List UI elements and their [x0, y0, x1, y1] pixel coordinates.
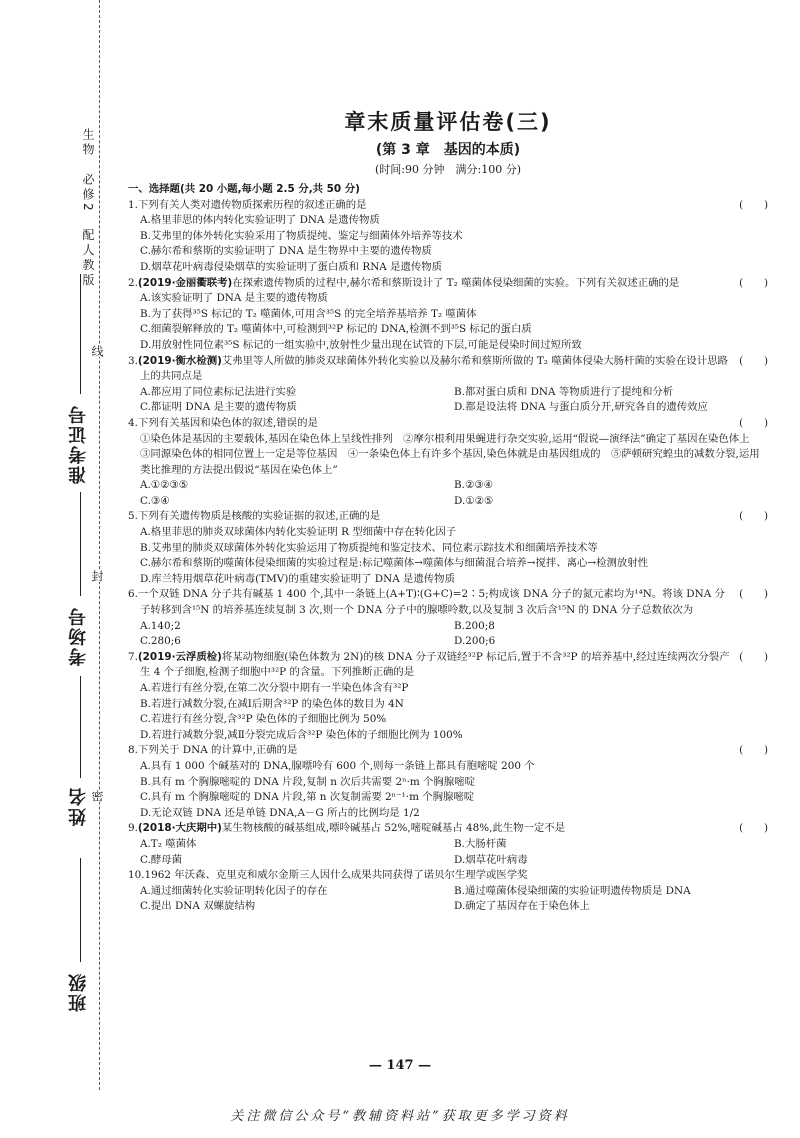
option-D: D.用放射性同位素³⁵S 标记的一组实验中,放射性少量出现在试管的下层,可能是侵染时间过短所致 — [140, 338, 582, 351]
answer-blank: ( ) — [739, 276, 768, 289]
question-number: 2. — [128, 276, 138, 289]
option-A: A.若进行有丝分裂,在第二次分裂中期有一半染色体含有³²P — [140, 682, 409, 694]
name-label: 姓名 — [68, 786, 89, 826]
question-text — [128, 868, 732, 884]
question-6 — [128, 587, 768, 649]
option-B: B.大肠杆菌 — [454, 837, 507, 850]
option-A: A.具有 1 000 个碱基对的 DNA,腺嘌呤有 600 个,则每一条链上都具有胞嘧啶 200 个 — [140, 759, 535, 772]
question-stem-text: 某生物核酸的碱基组成,嘌呤碱基占 52%,嘧啶碱基占 48%,此生物一定不是 — [221, 822, 566, 835]
option-B: B.具有 m 个胸腺嘧啶的 DNA 片段,复制 n 次后共需要 2ⁿ·m 个胸腺嘧啶 — [140, 775, 475, 788]
question-8 — [128, 743, 768, 821]
answer-blank: ( ) — [739, 354, 768, 367]
answer-blank: ( ) — [739, 650, 768, 663]
room-number-line — [80, 492, 81, 596]
question-stem — [128, 587, 768, 618]
option-B: B.②③④ — [454, 479, 493, 492]
question-text — [128, 821, 732, 837]
option-A: A.①②③⑤ — [140, 479, 189, 492]
option-list — [128, 478, 768, 509]
question-7 — [128, 650, 768, 744]
option-D: D.烟草花叶病毒侵染烟草的实验证明了蛋白质和 RNA 是遗传物质 — [140, 260, 443, 273]
answer-blank: ( ) — [739, 198, 768, 211]
option-D: D.确定了基因存在于染色体上 — [454, 900, 590, 913]
answer-blank: ( ) — [739, 510, 768, 523]
option-B: B.通过噬菌体侵染细菌的实验证明遗传物质是 DNA — [454, 884, 691, 897]
option-B: B.艾弗里的体外转化实验采用了物质提纯、鉴定与细菌体外培养等技术 — [140, 229, 463, 242]
option-list — [128, 213, 768, 275]
cut-mark-secret: 密 — [90, 790, 104, 802]
exam-meta: (时间:90 分钟 满分:100 分) — [375, 163, 521, 176]
question-stem — [128, 743, 768, 759]
option-list — [128, 385, 768, 416]
option-A: A.格里菲思的体内转化实验证明了 DNA 是遗传物质 — [140, 214, 380, 227]
question-stem-text: 4.下列有关基因和染色体的叙述,错误的是 — [128, 416, 318, 429]
question-stem-text: 6.一个双链 DNA 分子共有碱基 1 400 个,其中一条链上(A+T)∶(G+C)=2∶5;构成该 DNA 分子的氮元素均为¹⁴N。将该 DNA 分子转移到含¹⁵N 的培养基连续复制 3 次,则一个 DNA 分子中的腺嘌呤数,以及复制 3 次后含¹⁵N 的 DNA 分子总数依次为 — [128, 588, 725, 617]
answer-blank: ( ) — [739, 588, 768, 601]
answer-blank: ( ) — [739, 744, 768, 757]
question-number: 3. — [128, 354, 138, 367]
question-list — [128, 198, 768, 915]
option-list — [128, 525, 768, 587]
option-A: A.140;2 — [140, 619, 181, 632]
question-source-tag: (2019·金丽衢联考) — [137, 276, 233, 289]
question-10 — [128, 868, 768, 915]
question-stem — [128, 198, 768, 214]
option-D: D.都是设法将 DNA 与蛋白质分开,研究各自的遗传效应 — [454, 401, 708, 414]
question-number: 9. — [128, 822, 138, 835]
question-9 — [128, 821, 768, 868]
question-stem — [128, 416, 768, 432]
option-B: B.为了获得³⁵S 标记的 T₂ 噬菌体,可用含³⁵S 的完全培养基培养 T₂ 噬菌体 — [140, 307, 477, 320]
option-list — [128, 884, 768, 915]
question-text — [128, 743, 732, 759]
option-A: A.都应用了同位素标记法进行实验 — [140, 385, 297, 398]
cut-line — [99, 0, 100, 1090]
question-stem — [128, 354, 768, 385]
question-text — [128, 276, 732, 292]
question-2 — [128, 276, 768, 354]
question-text — [128, 198, 732, 214]
cut-mark-line: 线 — [90, 345, 104, 357]
question-text — [128, 416, 732, 432]
answer-blank: ( ) — [739, 416, 768, 429]
question-source-tag: (2018·大庆期中) — [137, 822, 222, 835]
option-D: D.无论双链 DNA 还是单链 DNA,A－G 所占的比例均是 1/2 — [140, 806, 420, 819]
question-source-tag: (2019·云浮质检) — [137, 650, 222, 663]
binding-margin — [0, 0, 112, 1090]
option-A: A.通过细菌转化实验证明转化因子的存在 — [140, 884, 328, 897]
name-line — [80, 676, 81, 778]
question-stem-text: 将某动物细胞(染色体数为 2N)的核 DNA 分子双链经³²P 标记后,置于不含³²P 的培养基中,经过连续两次分裂产生 4 个子细胞,检测子细胞中³²P 的含量。下列推断正确的是 — [140, 650, 730, 679]
option-list — [128, 759, 768, 821]
option-A: A.格里菲思的肺炎双球菌体内转化实验证明 R 型细菌中存在转化因子 — [140, 526, 457, 539]
option-A: A.该实验证明了 DNA 是主要的遗传物质 — [140, 292, 328, 305]
option-C: C.③④ — [140, 494, 170, 507]
question-4 — [128, 416, 768, 510]
exam-content — [128, 108, 768, 915]
page-number: — 147 — — [368, 1058, 432, 1073]
question-stem-text: 1.下列有关人类对遗传物质探索历程的叙述正确的是 — [128, 198, 367, 211]
option-C: C.提出 DNA 双螺旋结构 — [140, 900, 256, 913]
question-text — [128, 354, 732, 385]
question-5 — [128, 509, 768, 587]
question-stem — [128, 650, 768, 681]
page-title: 章末质量评估卷(三) — [344, 110, 552, 134]
subject-label: 生物 必修2 配人教版 — [81, 128, 95, 289]
option-D: D.若进行减数分裂,减Ⅱ分裂完成后含³²P 染色体的子细胞比例为 100% — [140, 728, 463, 741]
question-source-tag: (2019·衡水检测) — [137, 354, 222, 367]
option-D: D.①②⑤ — [454, 494, 494, 507]
room-number-label: 考场号 — [68, 606, 89, 666]
option-B: B.艾弗里的肺炎双球菌体外转化实验运用了物质提纯和鉴定技术、同位素示踪技术和细菌培养技术等 — [140, 541, 598, 554]
question-text — [128, 587, 732, 618]
option-C: C.280;6 — [140, 635, 181, 648]
question-text — [128, 509, 732, 525]
question-text — [128, 650, 732, 681]
question-stem-text: 8.下列关于 DNA 的计算中,正确的是 — [128, 744, 298, 757]
answer-blank: ( ) — [739, 822, 768, 835]
question-1 — [128, 198, 768, 276]
option-B: B.都对蛋白质和 DNA 等物质进行了提纯和分析 — [454, 385, 674, 398]
question-3 — [128, 354, 768, 416]
option-C: C.细菌裂解释放的 T₂ 噬菌体中,可检测到³²P 标记的 DNA,检测不到³⁵S 标记的蛋白质 — [140, 323, 532, 336]
question-stem-text: 5.下列有关遗传物质是核酸的实验证据的叙述,正确的是 — [128, 510, 381, 523]
footer-note: 关注微信公众号“教辅资料站”获取更多学习资料 — [230, 1109, 570, 1124]
section-heading: 一、选择题(共 20 小题,每小题 2.5 分,共 50 分) — [128, 183, 360, 195]
option-list — [128, 619, 768, 650]
question-stem — [128, 868, 768, 884]
option-C: C.都证明 DNA 是主要的遗传物质 — [140, 401, 297, 414]
cut-mark-seal: 封 — [90, 570, 104, 582]
page-subtitle: (第 3 章 基因的本质) — [375, 142, 521, 158]
exam-id-line — [80, 274, 81, 394]
exam-id-label: 准考证号 — [68, 404, 89, 484]
option-list — [128, 291, 768, 353]
question-stem-text: 在探索遗传物质的过程中,赫尔希和蔡斯设计了 T₂ 噬菌体侵染细菌的实验。下列有关叙述正确的是 — [232, 276, 680, 289]
question-stem — [128, 276, 768, 292]
class-label: 班级 — [68, 972, 89, 1012]
option-C: C.具有 m 个胸腺嘧啶的 DNA 片段,第 n 次复制需要 2ⁿ⁻¹·m 个胸腺嘧啶 — [140, 791, 475, 804]
question-number: 7. — [128, 650, 138, 663]
question-stem — [128, 509, 768, 525]
question-stem-text: 艾弗里等人所做的肺炎双球菌体外转化实验以及赫尔希和蔡斯所做的 T₂ 噬菌体侵染大肠杆菌的实验在设计思路上的共同点是 — [140, 354, 728, 383]
option-C: C.若进行有丝分裂,含³²P 染色体的子细胞比例为 50% — [140, 713, 387, 726]
option-C: C.酵母菌 — [140, 853, 183, 866]
option-D: D.库兰特用烟草花叶病毒(TMV)的重建实验证明了 DNA 是遗传物质 — [140, 572, 455, 585]
option-list — [128, 681, 768, 743]
option-B: B.200;8 — [454, 619, 495, 632]
question-stem-text: 10.1962 年沃森、克里克和威尔金斯三人因什么成果共同获得了诺贝尔生理学或医学奖 — [128, 869, 528, 882]
option-D: D.烟草花叶病毒 — [454, 853, 528, 866]
class-line — [80, 858, 81, 962]
option-D: D.200;6 — [454, 635, 496, 648]
question-stem — [128, 821, 768, 837]
option-C: C.赫尔希和蔡斯的噬菌体侵染细菌的实验过程是:标记噬菌体→噬菌体与细菌混合培养→搅拌、离心→检测放射性 — [140, 557, 649, 570]
option-B: B.若进行减数分裂,在减Ⅰ后期含³²P 的染色体的数目为 4N — [140, 697, 404, 710]
option-A: A.T₂ 噬菌体 — [140, 837, 197, 850]
question-statements: ①染色体是基因的主要载体,基因在染色体上呈线性排列 ②摩尔根利用果蝇进行杂交实验,运用“假说—演绎法”确定了基因在染色体上 ③同源染色体的相同位置上一定是等位基因 ④一条染色体上有许多个基因,染色体就是由基因组成的 ⑤萨顿研究蝗虫的减数分裂,运用类比推理的方法提出假说“基因在染色体上” — [140, 432, 760, 476]
option-list — [128, 837, 768, 868]
option-C: C.赫尔希和蔡斯的实验证明了 DNA 是生物界中主要的遗传物质 — [140, 245, 432, 258]
